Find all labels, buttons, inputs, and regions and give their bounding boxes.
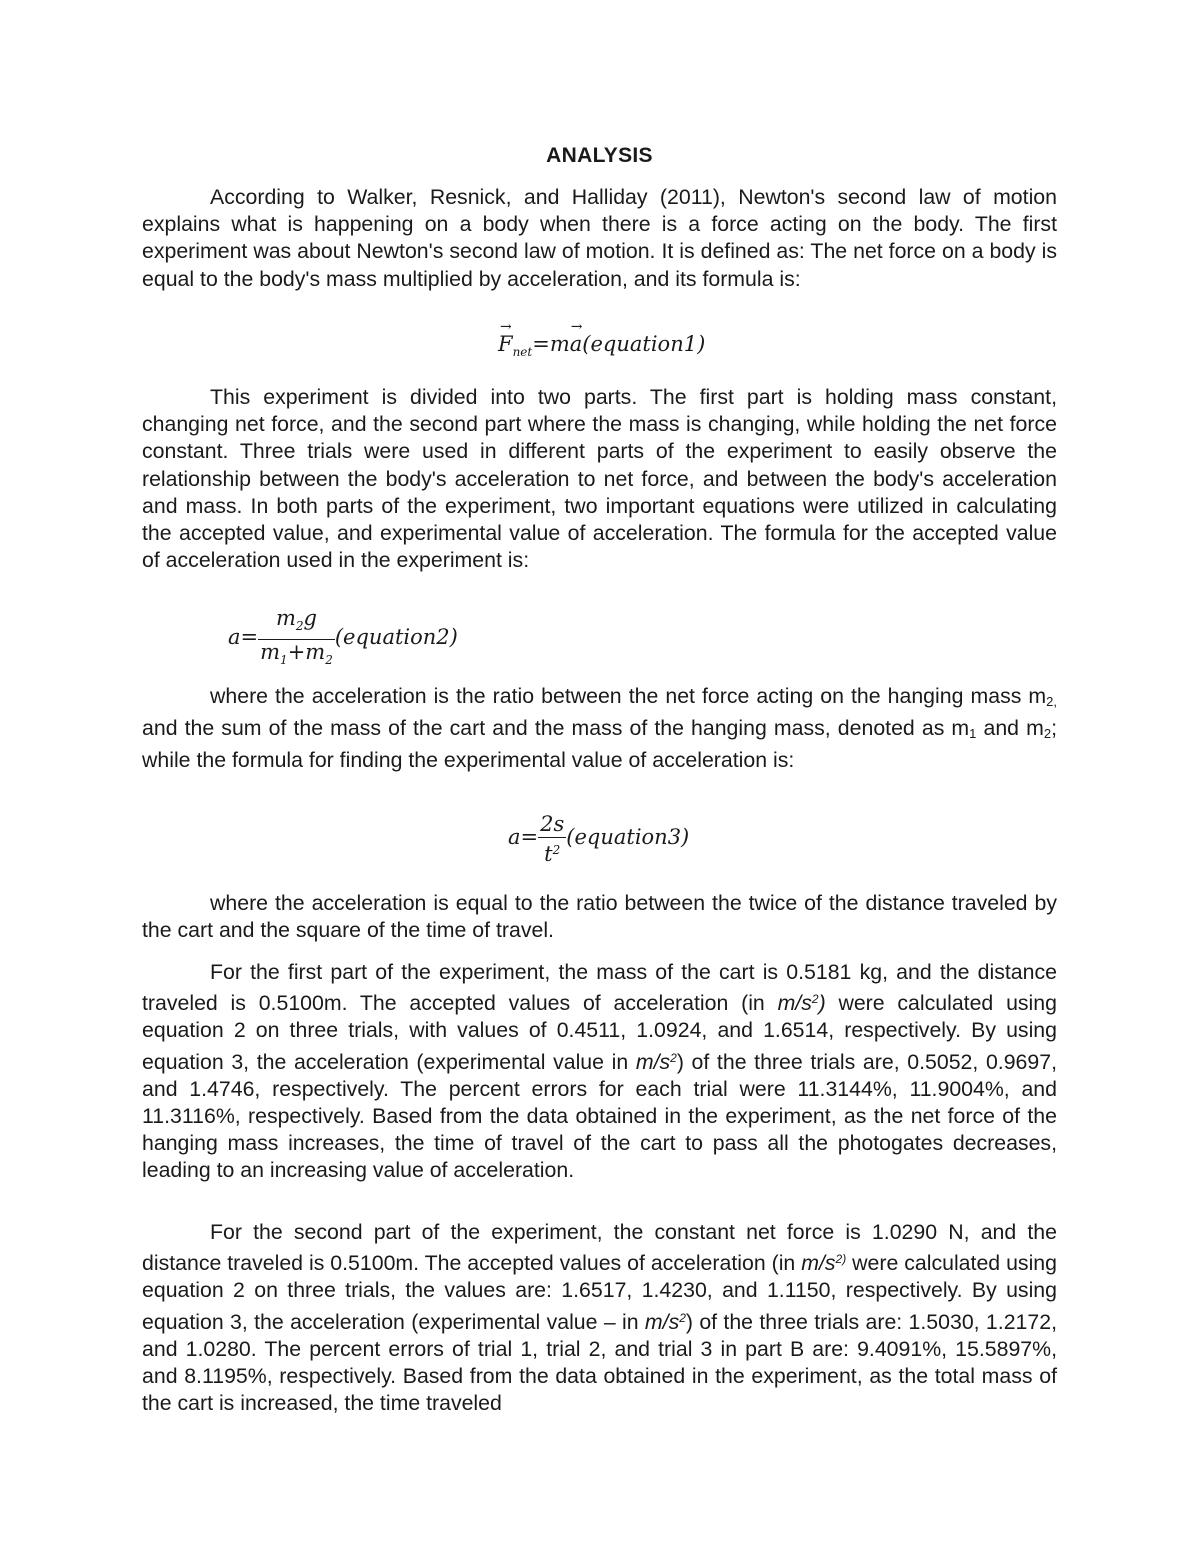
paragraph-part-two-results: For the second part of the experiment, the constant net force is 1.0290 N, and the distance traveled is 0.5100m. The accepted values of acceleration (in $m/s^{2)}$ were calculated using equation 2 on three trials, the values are: 1.6517, 1.4230, and 1.1150, respectively. By using equation 3, the acceleration (experimental value – in $m/s^2$) of the three trials are: 1.5030, 1.2172, and 1.0280. The percent errors of trial 1, trial 2, and trial 3 in part B are: 9.4091%, 15.5897%, and 8.1195%, respectively. Based from the data obtained in the experiment, as the total mass of the cart is increased, the time traveled xyxy=(142,1220,1057,1416)
paragraph-experiment-parts: This experiment is divided into two parts. The first part is holding mass constant, changing net force, and the second part where the mass is changing, while holding the net force constant. Three trials were used in different parts of the experiment to easily observe the relationship between the body's acceleration to net force, and between the body's acceleration and mass. In both parts of the experiment, two important equations were utilized in calculating the accepted value, and experimental value of acceleration. The formula for the accepted value of acceleration used in the experiment is: xyxy=(142,385,1057,573)
paragraph-distance-ratio: where the acceleration is equal to the ratio between the twice of the distance traveled by the cart and the square of the time of travel. xyxy=(142,891,1057,943)
equation-1 xyxy=(498,319,706,359)
equation-2 xyxy=(228,606,458,671)
equation-3 xyxy=(508,812,689,865)
mass-symbol: m xyxy=(549,332,570,356)
net-subscript: net xyxy=(512,345,533,359)
equation-3-lhs: a= xyxy=(508,825,539,849)
equation-1-label: (equation1) xyxy=(582,332,706,356)
equals-sign: = xyxy=(532,332,550,356)
equation-3-label: (equation3) xyxy=(566,825,690,849)
equation-2-lhs: a= xyxy=(228,625,259,649)
equation-2-label: (equation2) xyxy=(334,625,458,649)
paragraph-acceleration-ratio: where the acceleration is the ratio between the net force acting on the hanging mass m2, and the sum of the mass of the cart and the mass of the hanging mass, denoted as m1 and m2; while the formula for finding the experimental value of acceleration is: xyxy=(142,684,1057,773)
force-vector: → F xyxy=(498,319,513,356)
paragraph-part-one-results: For the first part of the experiment, the mass of the cart is 0.5181 kg, and the distance traveled is 0.5100m. The accepted values of acceleration (in $m/s^2$) were calculated using equation 2 on three trials, with values of 0.4511, 1.0924, and 1.6514, respectively. By using equation 3, the acceleration (experimental value in $m/s^2$) of the three trials are, 0.5052, 0.9697, and 1.4746, respectively. The percent errors for each trial were 11.3144%, 11.9004%, and 11.3116%, respectively. Based from the data obtained in the experiment, as the net force of the hanging mass increases, the time of travel of the cart to pass all the photogates decreases, leading to an increasing value of acceleration. xyxy=(142,960,1057,1183)
equation-3-fraction: $\frac{2s}{t^2}$ xyxy=(540,812,565,866)
section-title: ANALYSIS xyxy=(546,144,653,167)
acceleration-vector: → a xyxy=(569,319,583,356)
equation-2-fraction: $\frac{m_2g}{m_1+m_2}$ xyxy=(260,606,333,667)
paragraph-newton-law: According to Walker, Resnick, and Halliday (2011), Newton's second law of motion explains what is happening on a body when there is a force acting on the body. The first experiment was about Newton's second law of motion. It is defined as: The net force on a body is equal to the body's mass multiplied by acceleration, and its formula is: xyxy=(142,185,1057,291)
